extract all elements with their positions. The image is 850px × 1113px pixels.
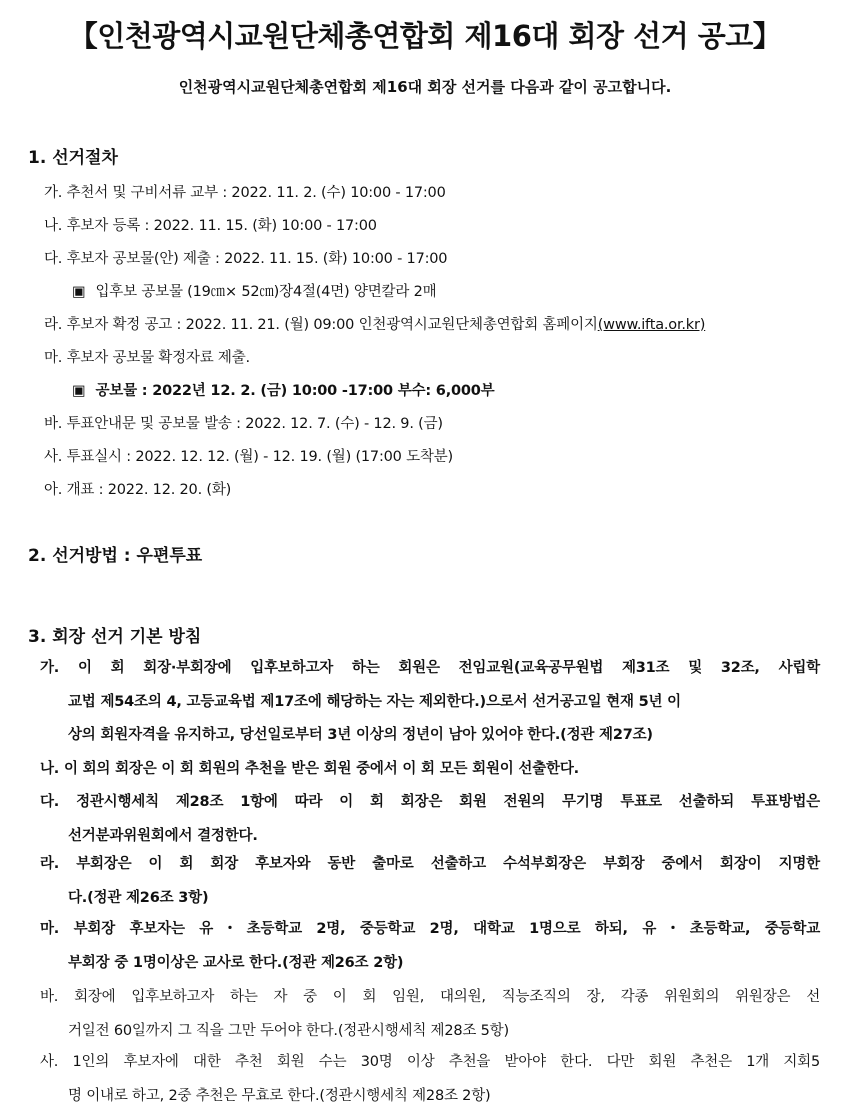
policy-item-ga-line3: 상의 회원자격을 유지하고, 당선일로부터 3년 이상의 정년이 남아 있어야 한다.(정관 제27조) [68,727,653,743]
policy-item-sa: 사. 1인의 후보자에 대한 추천 회원 수는 30명 이상 추천을 받아야 한다. 다만 회원 추천은 1개 지회5 명 이내로 하고, 2중 추천은 무효로 한다.(정관시행세칙 제28조 2항) [40,1054,820,1104]
homepage-link[interactable]: (www.ifta.or.kr) [597,317,706,333]
square-bullet-icon: ▣ [72,284,86,300]
procedure-item-ma: 마. 후보자 공보물 확정자료 제출. [44,350,250,366]
procedure-item-ra [44,313,705,334]
bulletin-text: 공보물 : 2022년 12. 2. (금) 10:00 -17:00 부수: 6,000부 [95,383,495,399]
notice-title: 【인천광역시교원단체총연합회 제16대 회장 선거 공고】 [68,19,782,53]
confirm-notice-text: 라. 후보자 확정 공고 : 2022. 11. 21. (월) 09:00 인천광역시교원단체총연합회 홈페이지 [44,317,598,333]
poster-spec-text: 입후보 공보물 (19㎝× 52㎝)장4절(4면) 양면칼라 2매 [95,284,437,300]
procedure-item-ga: 가. 추천서 및 구비서류 교부 : 2022. 11. 2. (수) 10:00 - 17:00 [44,185,446,201]
procedure-subitem-bulletin [72,379,494,400]
section2-heading: 2. 선거방법 : 우편투표 [28,546,203,566]
procedure-item-da: 다. 후보자 공보물(안) 제출 : 2022. 11. 15. (화) 10:00 - 17:00 [44,251,448,267]
section1-heading: 1. 선거절차 [28,148,118,168]
policy-item-ga-line1: 이 회 회장·부회장에 입후보하고자 하는 회원은 전임교원(교육공무원법 제31조 및 32조, 사립학 [77,660,820,676]
procedure-subitem-poster [72,280,436,301]
policy-item-ga [40,652,820,753]
square-bullet-icon: ▣ [72,383,86,399]
procedure-item-na: 나. 후보자 등록 : 2022. 11. 15. (화) 10:00 - 17:00 [44,218,377,234]
policy-item-ma: 마. 부회장 후보자는 유・초등학교 2명, 중등학교 2명, 대학교 1명으로 하되, 유・초등학교, 중등학교 부회장 중 1명이상은 교사로 한다.(정관 제26조 2항) [40,921,820,971]
policy-item-ga-line2: 교법 제54조의 4, 고등교육법 제17조에 해당하는 자는 제외한다.)으로서 선거공고일 현재 5년 이 [68,693,681,710]
procedure-item-ba: 바. 투표안내문 및 공보물 발송 : 2022. 12. 7. (수) - 12. 9. (금) [44,416,443,432]
policy-item-ga-label: 가. [40,660,60,676]
policy-item-da: 다. 정관시행세칙 제28조 1항에 따라 이 회 회장은 회원 전원의 무기명 투표로 선출하되 투표방법은 선거분과위원회에서 결정한다. [40,794,820,844]
procedure-item-sa: 사. 투표실시 : 2022. 12. 12. (월) - 12. 19. (월) (17:00 도착분) [44,449,453,465]
notice-subtitle: 인천광역시교원단체총연합회 제16대 회장 선거를 다음과 같이 공고합니다. [178,78,672,96]
policy-item-ra: 라. 부회장은 이 회 회장 후보자와 동반 출마로 선출하고 수석부회장은 부회장 중에서 회장이 지명한 다.(정관 제26조 3항) [40,856,820,906]
policy-item-ba: 바. 회장에 입후보하고자 하는 자 중 이 회 임원, 대의원, 직능조직의 장, 각종 위원회의 위원장은 선 거일전 60일까지 그 직을 그만 두어야 한다.(정관시행세칙 제28조 5항) [40,989,820,1039]
policy-item-na: 나. 이 회의 회장은 이 회 회원의 추천을 받은 회원 중에서 이 회 모든 회원이 선출한다. [40,761,579,777]
procedure-item-a: 아. 개표 : 2022. 12. 20. (화) [44,482,232,498]
section3-heading: 3. 회장 선거 기본 방침 [28,627,202,647]
